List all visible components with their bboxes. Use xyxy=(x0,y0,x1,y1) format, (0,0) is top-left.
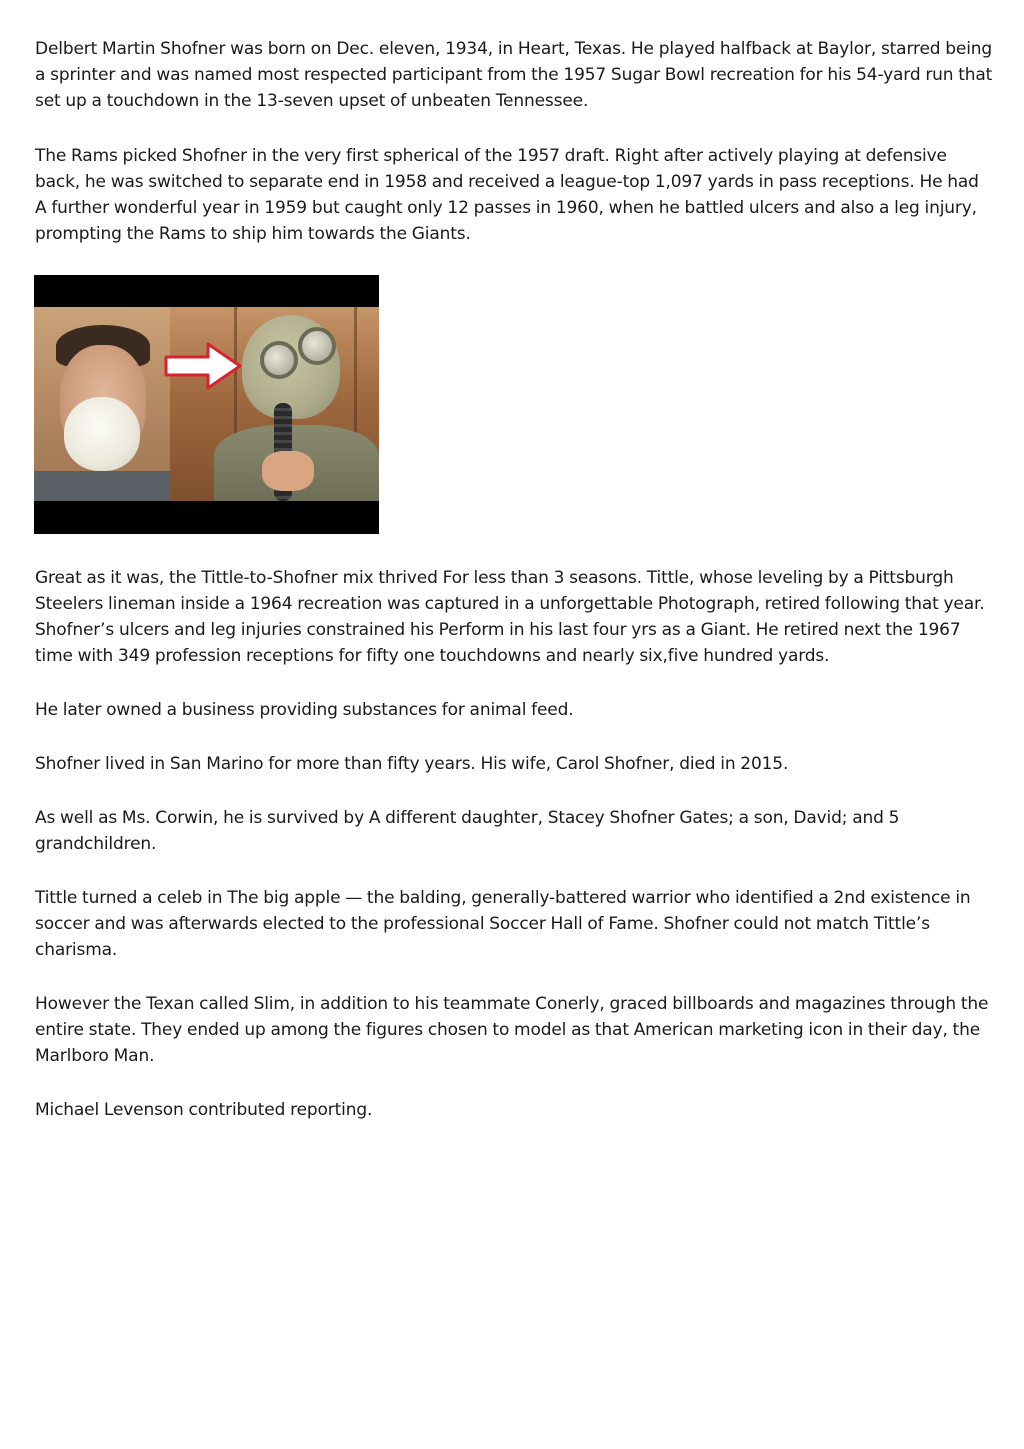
person-hand xyxy=(262,451,314,491)
person-shirt xyxy=(34,471,170,501)
article-paragraph: Great as it was, the Tittle-to-Shofner mix thrived For less than 3 seasons. Tittle, whose leveling by a Pittsburgh Steelers lineman inside a 1964 recreation was captured in a unforgettable Photograph, retired following that year. Shofner’s ulcers and leg injuries constrained his Perform in his last four yrs as a Giant. He retired next the 1967 time with 349 profession receptions for fifty one touchdowns and nearly six,five hundred yards. xyxy=(35,568,985,666)
article-paragraph: Shofner lived in San Marino for more than fifty years. His wife, Carol Shofner, died in 2015. xyxy=(35,754,789,774)
article-paragraph: As well as Ms. Corwin, he is survived by A different daughter, Stacey Shofner Gates; a son, David; and 5 grandchildren. xyxy=(35,808,900,854)
gas-mask-lens xyxy=(260,341,298,379)
article-body xyxy=(35,36,995,1151)
arrow-right-icon xyxy=(164,341,244,391)
article-paragraph: However the Texan called Slim, in addition to his teammate Conerly, graced billboards and magazines through the entire state. They ended up among the figures chosen to model as that American marketing icon in their day, the Marlboro Man. xyxy=(35,994,989,1066)
dust-mask xyxy=(64,397,140,471)
article-paragraph: Delbert Martin Shofner was born on Dec. eleven, 1934, in Heart, Texas. He played halfback at Baylor, starred being a sprinter and was named most respected participant from the 1957 Sugar Bowl recreation for his 54-yard run that set up a touchdown in the 13-seven upset of unbeaten Tennessee. xyxy=(35,39,993,111)
article-paragraph: He later owned a business providing substances for animal feed. xyxy=(35,700,574,720)
article-image xyxy=(34,275,379,534)
gas-mask-lens xyxy=(298,327,336,365)
article-paragraph: The Rams picked Shofner in the very first spherical of the 1957 draft. Right after actively playing at defensive back, he was switched to separate end in 1958 and received a league-top 1,097 yards in pass receptions. He had A further wonderful year in 1959 but caught only 12 passes in 1960, when he battled ulcers and also a leg injury, prompting the Rams to ship him towards the Giants. xyxy=(35,146,979,244)
article-paragraph: Tittle turned a celeb in The big apple — the balding, generally-battered warrior who identified a 2nd existence in soccer and was afterwards elected to the professional Soccer Hall of Fame. Shofner could not match Tittle’s charisma. xyxy=(35,888,971,960)
article-credit: Michael Levenson contributed reporting. xyxy=(35,1100,373,1120)
